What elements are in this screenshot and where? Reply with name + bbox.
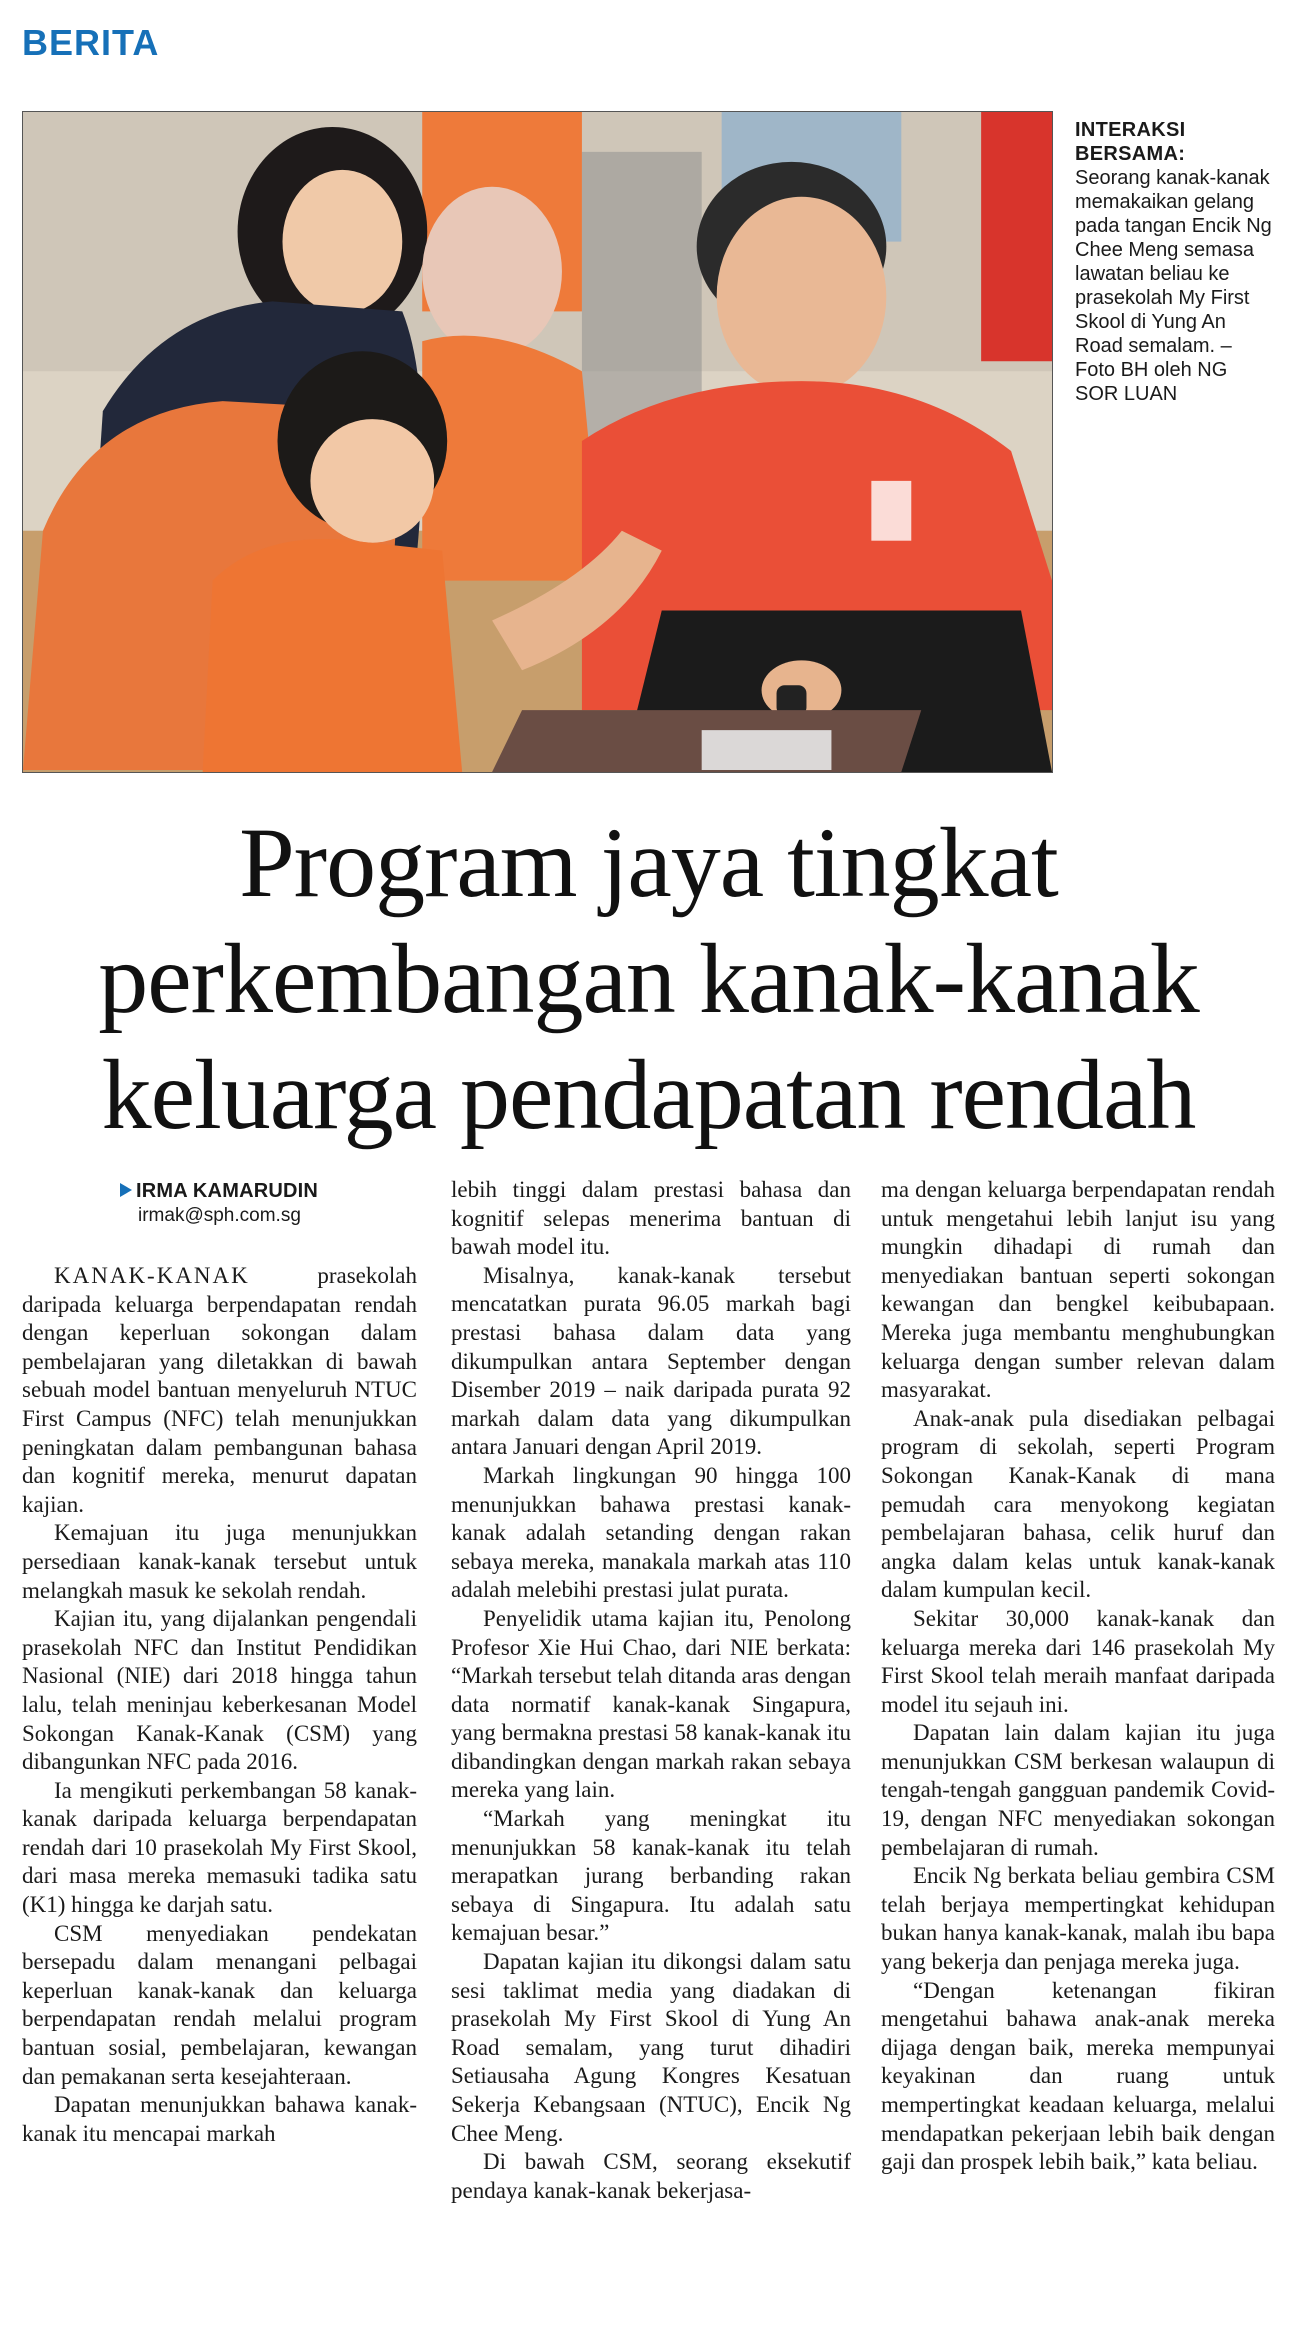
byline-arrow-icon <box>120 1183 132 1197</box>
paragraph: “Dengan ketenangan fikiran mengetahui bahawa anak-anak mereka dijaga dengan baik, mereka mempunyai keyakinan dan ruang untuk mempertingkat keadaan keluarga, melalui mendapatkan pekerjaan lebih baik dengan gaji dan prospek lebih baik,” kata beliau. <box>881 1977 1275 2175</box>
paragraph: “Markah yang meningkat itu menunjukkan 58 kanak-kanak itu telah merapatkan jurang berbanding rakan sebaya di Singapura. Itu adalah satu kemajuan besar.” <box>451 1806 851 1946</box>
paragraph: Sekitar 30,000 kanak-kanak dan keluarga mereka dari 146 prasekolah My First Skool telah meraih manfaat daripada model itu sejauh ini. <box>881 1605 1275 1717</box>
photo-illustration <box>23 112 1052 772</box>
byline <box>120 1178 318 1229</box>
author-email: irmak@sph.com.sg <box>138 1205 301 1226</box>
paragraph: Penyelidik utama kajian itu, Penolong Profesor Xie Hui Chao, dari NIE berkata: “Markah tersebut telah ditanda aras dengan data normatif kanak-kanak Singapura, yang bermakna prestasi 58 kanak-kanak itu dibandingkan dengan markah rakan sebaya mereka yang lain. <box>451 1605 851 1803</box>
article-photo <box>22 111 1053 773</box>
paragraph: Misalnya, kanak-kanak tersebut mencatatkan purata 96.05 markah bagi prestasi bahasa dalam data yang dikumpulkan antara September dengan Disember 2019 – naik daripada purata 92 markah dalam data yang dikumpulkan antara Januari dengan April 2019. <box>451 1262 851 1460</box>
paragraph: lebih tinggi dalam prestasi bahasa dan kognitif selepas menerima bantuan di bawah model itu. <box>451 1177 851 1260</box>
paragraph: Dapatan lain dalam kajian itu juga menunjukkan CSM berkesan walaupun di tengah-tengah gangguan pandemik Covid-19, dengan NFC menyediakan sokongan pembelajaran di rumah. <box>881 1720 1275 1860</box>
paragraph: Dapatan menunjukkan bahawa kanak-kanak itu mencapai markah <box>22 2092 417 2146</box>
paragraph-text: prasekolah daripada keluarga berpendapatan rendah dengan keperluan sokongan dalam pembelajaran yang diletakkan di bawah sebuah model bantuan menyeluruh NTUC First Campus (NFC) telah menunjukkan peningkatan dalam pembangunan bahasa dan kognitif mereka, menurut dapatan kajian. <box>22 1263 417 1517</box>
article-column-2 <box>451 1176 851 2205</box>
paragraph: Kemajuan itu juga menunjukkan persediaan kanak-kanak tersebut untuk melangkah masuk ke sekolah rendah. <box>22 1520 417 1603</box>
paragraph: ma dengan keluarga berpendapatan rendah untuk mengetahui lebih lanjut isu yang mungkin dihadapi di rumah dan menyediakan bantuan seperti sokongan kewangan dan bengkel keibubapaan. Mereka juga membantu menghubungkan keluarga dengan sumber relevan dalam masyarakat. <box>881 1177 1275 1403</box>
caption-text: Seorang kanak-kanak memakaikan gelang pada tangan Encik Ng Chee Meng semasa lawatan beliau ke prasekolah My First Skool di Yung An Road semalam. – Foto BH oleh NG SOR LUAN <box>1075 167 1272 405</box>
author-name: IRMA KAMARUDIN <box>136 1180 319 1202</box>
paragraph: Di bawah CSM, seorang eksekutif pendaya kanak-kanak bekerjasa- <box>451 2149 851 2203</box>
paragraph: Anak-anak pula disediakan pelbagai program di sekolah, seperti Program Sokongan Kanak-Kanak di mana pemudah cara menyokong kegiatan pembelajaran bahasa, celik huruf dan angka dalam kelas untuk kanak-kanak dalam kumpulan kecil. <box>881 1405 1275 1603</box>
caption-heading: INTERAKSI BERSAMA: <box>1075 119 1186 165</box>
paragraph: CSM menyediakan pendekatan bersepadu dalam menangani pelbagai keperluan kanak-kanak dan keluarga berpendapatan rendah melalui program bantuan sosial, pembelajaran, kewangan dan pemakanan serta kesejahteraan. <box>22 1920 417 2089</box>
paragraph: Encik Ng berkata beliau gembira CSM telah berjaya mempertingkat kehidupan bukan hanya kanak-kanak, malah ibu bapa yang bekerja dan penjaga mereka juga. <box>881 1863 1275 1975</box>
article-column-3 <box>881 1176 1275 2177</box>
paragraph <box>22 1262 417 1519</box>
section-label: BERITA <box>22 22 160 63</box>
headline-line-1: Program jaya tingkat <box>239 807 1058 918</box>
headline <box>22 805 1275 1153</box>
article-column-1 <box>22 1262 417 2148</box>
paragraph: Kajian itu, yang dijalankan pengendali prasekolah NFC dan Institut Pendidikan Nasional (NIE) dari 2018 hingga tahun lalu, telah meninjau keberkesanan Model Sokongan Kanak-Kanak (CSM) yang dibangunkan NFC pada 2016. <box>22 1606 417 1775</box>
paragraph: Ia mengikuti perkembangan 58 kanak-kanak daripada keluarga berpendapatan rendah dari 10 prasekolah My First Skool, dari masa mereka memasuki tadika satu (K1) hingga ke darjah satu. <box>22 1777 417 1918</box>
headline-line-2: perkembangan kanak-kanak <box>98 923 1199 1034</box>
paragraph: Dapatan kajian itu dikongsi dalam satu sesi taklimat media yang diadakan di prasekolah My First Skool di Yung An Road semalam, yang turut dihadiri Setiausaha Agung Kongres Kesatuan Sekerja Kebangsaan (NTUC), Encik Ng Chee Meng. <box>451 1949 851 2146</box>
lead-word: KANAK-KANAK <box>54 1263 250 1288</box>
paragraph: Markah lingkungan 90 hingga 100 menunjukkan bahawa prestasi kanak-kanak adalah setanding dengan rakan sebaya mereka, manakala markah atas 110 adalah melebihi prestasi julat purata. <box>451 1462 851 1603</box>
photo-caption <box>1075 118 1275 406</box>
headline-line-3: keluarga pendapatan rendah <box>101 1039 1196 1150</box>
